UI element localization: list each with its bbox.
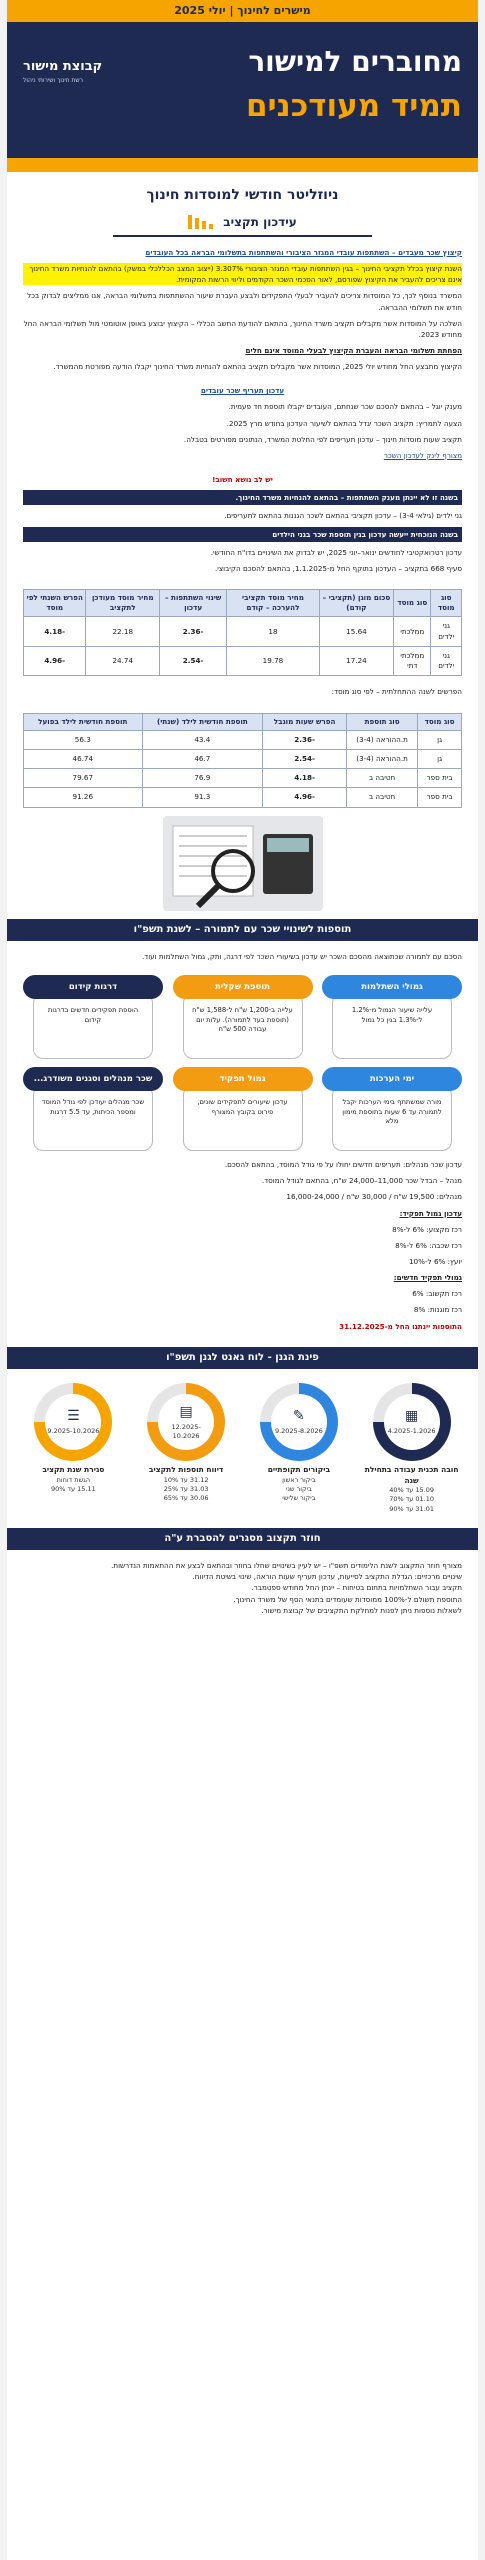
timeline-item [136,1383,236,1514]
timeline-label: חובה תכנית עבודה בתחילת שנה [364,1464,459,1485]
salary-bubble [23,1067,163,1151]
table-cell: גן [418,730,462,749]
table-cell: -4.96 [263,788,347,807]
logo-subtext: רשת חינוך ושירותי ניהול [23,77,84,85]
header-accent-bar [7,158,478,172]
important-b3-title: בשנה הנוכחית ייעשה עדכון בגין תוספת שכר בגני הילדים [23,527,462,542]
table-header: סוג מוסד [394,590,431,617]
timeline-detail: ביקור ראשון [282,1475,316,1484]
bubble-body: מורה שמשתתף בימי הערכות יקבל לתמורה עד 6 שעות בתוספת מימון מלא [332,1085,452,1151]
tips-section [7,381,478,470]
bubble-title: גמול תפקיד [173,1067,313,1091]
table-cell: -4.18 [263,769,347,788]
intro-highlight: השנת קיצוץ בכלל תקציבי החינוך – בגין השתתפות עובדי המגזר הציבורי 3.307% (ייצוב המצב הכללכלי במשק) בהתאם להנחיות משרד החינוך אינם צריכים להעביר את הקיצוץ שפורסם, לאור הסכמי השכר הקודמים וליווי הרשות המקומית. [23,263,462,285]
table-cell: 19.78 [227,646,320,675]
table-row [24,730,462,749]
table-cell: בית ספר [418,788,462,807]
role-list-title: עדכון גמול תפקיד: [399,1208,462,1218]
timeline-ring-center [384,1394,440,1450]
timeline-detail: הגשת דוחות [56,1475,91,1484]
calendar-icon: ▦ [405,1408,419,1425]
header-title: מחוברים למישור [248,45,462,78]
tips-title: עדכון תעריף שכר עובדים [200,386,285,396]
bottom-p5: לשאלות נוספות ניתן לפנות למחלקת התקציבים של קבוצת מישור. [261,1605,462,1615]
salary-bubble [322,1067,462,1151]
role-list [23,1224,462,1267]
salary-details [7,1155,478,1341]
table-cell: ת.ההוראה (3-4) [347,749,418,768]
table-cell: -4.18 [24,617,86,646]
bubble-title: ימי הערכות [322,1067,462,1091]
salary-bubble [173,1067,313,1151]
newsletter-page [7,0,478,2560]
salary-text-1: עדכון שכר מנהלים: תעריפים חדשים יחולו על פי גודל המוסד, בהתאם להסכם. [224,1160,462,1170]
timeline-detail: 31.01 עד 90% [389,1504,435,1513]
extra-list-item: רכז מוגנות: 8% [413,1305,462,1315]
salary-bubble [322,975,462,1059]
table-cell: 18 [227,617,320,646]
table-cell: -2.36 [160,617,227,646]
important-b2: גני ילדים (גילאי 3-4) – עדכון תקציבי בהתאם לשכר הגננות בהתאם לתעריפים. [224,511,462,521]
header-banner [7,0,478,172]
bubble-body: שכר מנהלים יעודכן לפי גודל המוסד ומספר הכיתות, עד 5.5 דרגות [33,1085,153,1151]
table-header: הפרש שעות מוגבל [263,713,347,730]
header-subtitle: תמיד מעודכנים [245,88,462,124]
bottom-p3: תקציב עבור השתלמויות בתחום בטיחות – יינתן החל מחודש ספטמבר. [251,1583,462,1593]
important-end: סעיף 668 בתקציב – העדכון בתוקף החל מ-1.1.2025, בהתאם להסכם הקיבוצי. [214,563,462,573]
extra-list-title: גמולי תפקיד חדשים: [393,1273,462,1283]
extra-list [23,1288,462,1315]
table-cell: גני ילדים [431,646,462,675]
table-cell: 15.64 [319,617,393,646]
intro-section [7,243,478,381]
table-cell: גן [418,749,462,768]
newsletter-heading [7,172,478,243]
table2-caption [7,682,478,706]
note-title: הפחתת תשלומי הבראה והעברת הקיצוץ לבעלי המוסד אינם חלים [245,346,462,355]
bottom-p1: מצורף חוזר התקצוב לשנת הלימודים תשפ"ו – יש לעיין בשינויים שחלו בחוזר ובהתאם לבצע את ההתאמות הנדרשות. [111,1561,462,1571]
salary-bubble [173,975,313,1059]
table-row [24,749,462,768]
salary-section-title: תוספות לשינויי שכר עם לתמורה – לשנת תשפ"ו [7,919,478,941]
timeline-ring-center [271,1394,327,1450]
table-cell: -2.54 [160,646,227,675]
salary-intro [7,947,478,971]
table-cell: 91.26 [24,788,143,807]
tips-p1: מענק יוגל – בהתאם להסכם שכר שנחתם, העובדים יקבלו תוספת חד פעמית. [228,402,462,412]
calendar-icon: ☰ [67,1408,80,1425]
table-cell: ממלכתי דתי [394,646,431,675]
salary-bubble [23,975,163,1059]
table-header: סוג מוסד [431,590,462,617]
timeline-title: פינת הגנן - לוח גאנט לגנן תשפ"ו [7,1347,478,1369]
bottom-section [7,1556,478,1620]
timeline-date: 4.2025-1.2026 [387,1427,436,1436]
tips-p3: תקציב שעות מוסדות חינוך – עדכון תעריפים לפי החלטת המשרד, הנתונים מפורטים בטבלה. [183,434,462,444]
table-row [24,788,462,807]
timeline-infographic [7,1375,478,1522]
differences-table [23,713,462,808]
timeline-ring [373,1383,451,1461]
salary-bubbles [7,971,478,1155]
timeline-ring [34,1383,112,1461]
timeline-detail: 30.06 עד 65% [163,1494,209,1503]
important-title: יש לב נושא חשוב! [212,475,273,485]
bubble-title: תוספת שקלית [173,975,313,999]
newsletter-subtitle: עידכון תקציב [223,214,297,229]
header-date-strip: מישרים לחינוך | יולי 2025 [7,0,478,22]
rates-table [23,589,462,676]
role-list-item: רכז מקצוע: 6% ל-8% [392,1224,462,1234]
table-cell: -2.36 [263,730,347,749]
divider [113,235,372,237]
bars-icon [188,215,213,229]
salary-text-3: מנהלים: 19,500 ש"ח / 30,000 ש"ח / 16,000-24,000 [286,1192,462,1202]
timeline-detail: 01.10 עד 70% [389,1495,435,1504]
timeline-item [23,1383,123,1514]
table-cell: 24.74 [86,646,160,675]
table-row [24,646,462,675]
timeline-detail: 31.03 עד 25% [163,1484,209,1493]
timeline-ring [260,1383,338,1461]
bubble-body: עלייה ב-1,200 ש"ח ל-1,588 ש"ח (תוספת בעד לתמורה). עלות יום עבודה 500 ש"ח [183,993,303,1059]
timeline-date: 9.2025-10.2026 [47,1427,100,1436]
bottom-p2: שינויים מרכזיים: הגדלת התקציב לסייעות, עדכון תעריף שעות הוראה, שינוי בשיטת הדיווח. [192,1572,462,1582]
salary-intro-text: הסכם עם לתמורה שכתוצאה מהסכם השכר יש עדכון בשיעורי השכר לפי דרגה, ותק, גמול השתלמות ועוד. [142,951,462,961]
table-header: סוג תוספת [347,713,418,730]
bubble-title: גמולי השתלמות [322,975,462,999]
timeline-item [362,1383,462,1514]
timeline-detail: 15.11 עד 90% [50,1484,96,1493]
intro-paragraph-2: השלכה על המוסדות אשר מקבלים תקציב משרד החינוך, בהתאם להודעת החשב הכללי – הקיצוץ יבוצע באופן אוטומטי מול תשלומי הבראה החל מחודש 2023. [23,318,462,339]
timeline-ring-center [45,1394,101,1450]
bubble-body: הוספת תפקידים חדשים בדרגות קידום [33,993,153,1059]
table-cell: 22.18 [86,617,160,646]
timeline-date: 12.2025-10.2026 [171,1422,201,1440]
newsletter-title: ניוזליטר חודשי למוסדות חינוך [146,187,339,203]
timeline-date: 9.2025-8.2026 [274,1427,323,1436]
tips-p2: הצעה לתמריץ: תקציב השכר יגדל בהתאם לשיעור העדכון בחודש מרץ 2025. [226,418,462,428]
logo-text: קבוצת מישור [23,59,103,74]
important-b3: עדכון רטרואקטיבי לחודשים ינואר–יוני 2025, יש לבדוק את השינויים בדו"ח החודשי. [210,547,462,557]
table-header: שינוי השתתפות – עדכון [160,590,227,617]
timeline-detail: ביקור שני [285,1484,312,1493]
timeline-ring-center [158,1394,214,1450]
table2-caption-text: הפרשים לשנה ההתחלתית – לפי סוג מוסד: [331,687,462,697]
table-cell: 17.24 [319,646,393,675]
table-cell: ת.ההוראה (3-4) [347,730,418,749]
bubble-body: עדכון שיעורים לתפקידים שונים, פירוט בקובץ המצורף [183,1085,303,1151]
table-header: תוספת חודשית לילד בפועל [24,713,143,730]
table-header: הפרש השנתי לפי מוסד [24,590,86,617]
extra-list-item: רכז תקשוב: 6% [412,1289,462,1299]
table-cell: 79.67 [24,769,143,788]
role-list-item: יועץ: 6% ל-10% [408,1257,462,1266]
table-cell: 56.3 [24,730,143,749]
table-header: מחיר מוסד מעודכן לתקציב [86,590,160,617]
timeline-label: דיווח תוספות לתקציב [148,1464,224,1474]
bubble-body: עלייה שיעור הגמול מ-1.2% ל-1.3% בגין כל גמול [332,993,452,1059]
calendar-icon: ✎ [293,1408,305,1425]
table-cell: 76.9 [142,769,263,788]
table-cell: ממלכתי [394,617,431,646]
table-cell: בית ספר [418,769,462,788]
table-row [24,769,462,788]
bubble-title: דרגות קידום [23,975,163,999]
table-cell: 91.3 [142,788,263,807]
timeline-detail: 15.09 עד 40% [389,1486,435,1495]
salary-link[interactable]: מצורף לינק לעדכון השכר [383,450,462,460]
table-cell: 46.7 [142,749,263,768]
table-cell: חטיבה ב [347,769,418,788]
important-b1: בשנה זו לא יינתן מענק השתתפות – בהתאם להנחיות משרד החינוך. [23,490,462,505]
timeline-detail: ביקור שלישי [282,1494,316,1503]
timeline-detail: 31.12 עד 10% [163,1475,209,1484]
calendar-icon: ▤ [179,1403,193,1420]
timeline-label: סגירת שנת תקציב [42,1464,105,1474]
timeline-item [249,1383,349,1514]
important-section [7,470,478,583]
intro-title: קיצוץ שכר מעבדים – השתתפות עובדי המגזר הציבורי והשתתפות בתשלומי הבראה בכל העובדים [145,247,462,257]
intro-paragraph: המשרד בנוסף לכך, כל המוסדות צריכים להעביר לבעלי התפקידים ולבצע העברת שיעור ההשתתפות בתשלומי הבראה, אנו ממליצים לבדוק בכל חודש את תשלומי ההבראה. [27,291,462,312]
magnifier-image [163,816,323,911]
bubble-title: שכר מנהלים וסגנים משודרג... [23,1067,163,1091]
salary-footer: התוספות יינתנו החל מ-31.12.2025 [339,1321,462,1331]
table-cell: -2.54 [263,749,347,768]
table-row [24,617,462,646]
table-cell: 43.4 [142,730,263,749]
table-cell: -4.96 [24,646,86,675]
role-list-item: רכז שכבה: 6% ל-8% [395,1240,462,1250]
brand-logo [23,60,118,85]
timeline-ring [147,1383,225,1461]
table-cell: 46.74 [24,749,143,768]
table-header: תוספת חודשית לילד (שנתי) [142,713,263,730]
table-cell: גני ילדים [431,617,462,646]
salary-text-2: מנהל – הבדל שכר 11,000–24,000 ש"ח, בהתאם לגודל המוסד. [261,1176,462,1186]
timeline-label: ביקורים תקופתיים [267,1464,331,1474]
table-header: מחיר מוסד תקציבי להערכה – קודם [227,590,320,617]
table-header: סכום מוגן (תקציבי – קודם) [319,590,393,617]
bottom-title: חוזר תקצוב מסגרים להסברת ע"ה [7,1528,478,1550]
table-cell: חטיבה ב [347,788,418,807]
note-text: הקיצוץ מתבצע החל מחודש יולי 2025, המוסדות אשר מקבלים תקציב בהתאם להנחיות משרד החינוך יקבלו הודעה מפורטת מהמשרד. [53,362,462,372]
table-header: סוג מוסד [418,713,462,730]
bottom-p4: התוספת תשולם ל-100% ממוסדות שעומדים בתנאי הסף של משרד החינוך. [233,1594,462,1604]
